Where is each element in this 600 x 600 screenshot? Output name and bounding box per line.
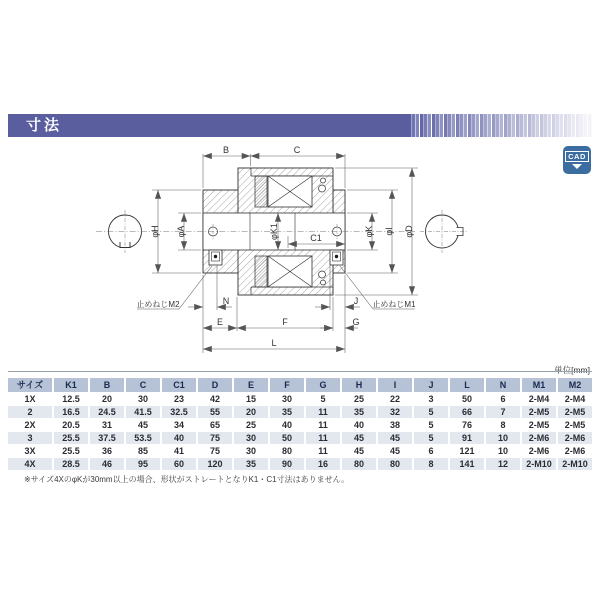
table-cell: 24.5 bbox=[90, 406, 124, 418]
table-cell: 40 bbox=[270, 419, 304, 431]
table-cell: 65 bbox=[198, 419, 232, 431]
column-header: F bbox=[270, 378, 304, 392]
table-row bbox=[8, 458, 592, 470]
table-cell: 7 bbox=[486, 406, 520, 418]
setscrew-m2-label: 止めねじM2 bbox=[136, 300, 180, 309]
setscrew-m2-detail bbox=[209, 250, 222, 265]
dim-label-phi-d: φD bbox=[404, 225, 414, 238]
table-cell: 80 bbox=[342, 458, 376, 470]
table-cell: 2-M4 bbox=[522, 393, 556, 405]
column-header: E bbox=[234, 378, 268, 392]
table-cell: 20 bbox=[234, 406, 268, 418]
table-cell: 60 bbox=[162, 458, 196, 470]
table-cell: 8 bbox=[486, 419, 520, 431]
table-cell: 2-M5 bbox=[522, 419, 556, 431]
column-header: H bbox=[342, 378, 376, 392]
table-cell: 3 bbox=[8, 432, 52, 444]
table-cell: 85 bbox=[126, 445, 160, 457]
table-cell: 5 bbox=[414, 419, 448, 431]
table-cell: 10 bbox=[486, 445, 520, 457]
column-header: M2 bbox=[558, 378, 592, 392]
table-cell: 6 bbox=[486, 393, 520, 405]
table-cell: 25.5 bbox=[54, 445, 88, 457]
table-cell: 46 bbox=[90, 458, 124, 470]
table-header-row bbox=[8, 378, 592, 392]
table-cell: 2-M10 bbox=[558, 458, 592, 470]
table-cell: 41.5 bbox=[126, 406, 160, 418]
column-header: C bbox=[126, 378, 160, 392]
left-shaft-end-view bbox=[109, 210, 142, 253]
table-cell: 2 bbox=[8, 406, 52, 418]
table-cell: 120 bbox=[198, 458, 232, 470]
table-cell: 2-M5 bbox=[558, 406, 592, 418]
table-cell: 2-M6 bbox=[522, 445, 556, 457]
table-cell: 5 bbox=[414, 406, 448, 418]
dim-label-phi-k1: φK1 bbox=[269, 223, 279, 240]
column-header: L bbox=[450, 378, 484, 392]
table-cell: 22 bbox=[378, 393, 412, 405]
table-row bbox=[8, 445, 592, 457]
table-cell: 50 bbox=[270, 432, 304, 444]
table-cell: 45 bbox=[342, 432, 376, 444]
table-cell: 3X bbox=[8, 445, 52, 457]
table-cell: 35 bbox=[234, 458, 268, 470]
table-cell: 30 bbox=[126, 393, 160, 405]
dim-label-c1: C1 bbox=[310, 233, 322, 243]
dim-label-n: N bbox=[222, 296, 230, 306]
dim-label-j: J bbox=[353, 296, 359, 306]
column-header: G bbox=[306, 378, 340, 392]
column-header: サイズ bbox=[8, 378, 52, 392]
table-cell: 5 bbox=[306, 393, 340, 405]
table-cell: 76 bbox=[450, 419, 484, 431]
table-cell: 2-M5 bbox=[558, 419, 592, 431]
table-cell: 36 bbox=[90, 445, 124, 457]
dim-label-phi-h: φH bbox=[150, 225, 160, 238]
setscrew-m1-detail bbox=[330, 250, 343, 265]
table-cell: 35 bbox=[342, 406, 376, 418]
table-cell: 11 bbox=[306, 432, 340, 444]
table-cell: 75 bbox=[198, 445, 232, 457]
dim-label-phi-k: φK bbox=[364, 225, 374, 238]
cad-icon: CAD bbox=[565, 151, 589, 162]
table-body bbox=[8, 393, 592, 470]
table-cell: 16.5 bbox=[54, 406, 88, 418]
table-cell: 1X bbox=[8, 393, 52, 405]
table-cell: 40 bbox=[162, 432, 196, 444]
dim-label-phi-i: φI bbox=[384, 227, 394, 236]
table-cell: 20.5 bbox=[54, 419, 88, 431]
table-cell: 95 bbox=[126, 458, 160, 470]
table-cell: 45 bbox=[378, 445, 412, 457]
table-cell: 4X bbox=[8, 458, 52, 470]
table-cell: 32 bbox=[378, 406, 412, 418]
dimension-drawing bbox=[0, 143, 600, 373]
section-title: 寸法 bbox=[26, 117, 63, 134]
table-cell: 2-M4 bbox=[558, 393, 592, 405]
table-cell: 91 bbox=[450, 432, 484, 444]
table-cell: 37.5 bbox=[90, 432, 124, 444]
table-cell: 25 bbox=[234, 419, 268, 431]
dim-label-b: B bbox=[222, 145, 230, 155]
table-cell: 30 bbox=[234, 432, 268, 444]
table-cell: 38 bbox=[378, 419, 412, 431]
dim-label-l: L bbox=[271, 338, 277, 348]
table-cell: 2-M6 bbox=[558, 432, 592, 444]
table-cell: 11 bbox=[306, 445, 340, 457]
table-cell: 31 bbox=[90, 419, 124, 431]
table-cell: 12.5 bbox=[54, 393, 88, 405]
table-row bbox=[8, 406, 592, 418]
section-header-stripes bbox=[408, 114, 592, 137]
dim-label-c: C bbox=[293, 145, 301, 155]
table-cell: 30 bbox=[270, 393, 304, 405]
table-cell: 50 bbox=[450, 393, 484, 405]
table-cell: 53.5 bbox=[126, 432, 160, 444]
table-cell: 35 bbox=[270, 406, 304, 418]
table-cell: 2-M6 bbox=[522, 432, 556, 444]
table-cell: 75 bbox=[198, 432, 232, 444]
section-header-bar bbox=[8, 114, 408, 137]
column-header: M1 bbox=[522, 378, 556, 392]
table-cell: 80 bbox=[378, 458, 412, 470]
unit-label: 単位[mm] bbox=[554, 365, 590, 375]
table-cell: 2-M10 bbox=[522, 458, 556, 470]
table-cell: 16 bbox=[306, 458, 340, 470]
dim-label-f: F bbox=[282, 317, 288, 327]
table-cell: 40 bbox=[342, 419, 376, 431]
table-cell: 34 bbox=[162, 419, 196, 431]
table-cell: 30 bbox=[234, 445, 268, 457]
table-cell: 11 bbox=[306, 419, 340, 431]
table-top-rule bbox=[8, 371, 592, 372]
table-cell: 32.5 bbox=[162, 406, 196, 418]
table-row bbox=[8, 419, 592, 431]
table-cell: 10 bbox=[486, 432, 520, 444]
column-header: B bbox=[90, 378, 124, 392]
table-cell: 80 bbox=[270, 445, 304, 457]
table-footnote: ※サイズ4XのφKが30mm以上の場合、形状がストレートとなりK1・C1寸法はありません。 bbox=[24, 475, 350, 484]
table-cell: 5 bbox=[414, 432, 448, 444]
table-cell: 90 bbox=[270, 458, 304, 470]
table-cell: 6 bbox=[414, 445, 448, 457]
right-shaft-end-view bbox=[420, 210, 467, 253]
table-cell: 2X bbox=[8, 419, 52, 431]
table-cell: 28.5 bbox=[54, 458, 88, 470]
table-cell: 25 bbox=[342, 393, 376, 405]
table-row bbox=[8, 393, 592, 405]
table-cell: 55 bbox=[198, 406, 232, 418]
table-cell: 8 bbox=[414, 458, 448, 470]
table-cell: 3 bbox=[414, 393, 448, 405]
setscrew-m1-label: 止めねじM1 bbox=[372, 300, 416, 309]
table-cell: 11 bbox=[306, 406, 340, 418]
column-header: I bbox=[378, 378, 412, 392]
table-cell: 2-M5 bbox=[522, 406, 556, 418]
column-header: D bbox=[198, 378, 232, 392]
table-cell: 12 bbox=[486, 458, 520, 470]
table-cell: 45 bbox=[126, 419, 160, 431]
table-cell: 45 bbox=[342, 445, 376, 457]
dim-label-e: E bbox=[216, 317, 224, 327]
dim-label-phi-a: φA bbox=[176, 225, 186, 238]
table-cell: 66 bbox=[450, 406, 484, 418]
table-cell: 42 bbox=[198, 393, 232, 405]
dimension-table bbox=[8, 378, 592, 471]
column-header: J bbox=[414, 378, 448, 392]
table-cell: 2-M6 bbox=[558, 445, 592, 457]
column-header: N bbox=[486, 378, 520, 392]
table-cell: 25.5 bbox=[54, 432, 88, 444]
column-header: C1 bbox=[162, 378, 196, 392]
dim-label-g: G bbox=[352, 317, 360, 327]
table-row bbox=[8, 432, 592, 444]
table-cell: 23 bbox=[162, 393, 196, 405]
table-cell: 141 bbox=[450, 458, 484, 470]
table-cell: 20 bbox=[90, 393, 124, 405]
table-cell: 45 bbox=[378, 432, 412, 444]
table-cell: 15 bbox=[234, 393, 268, 405]
table-cell: 121 bbox=[450, 445, 484, 457]
table-cell: 41 bbox=[162, 445, 196, 457]
column-header: K1 bbox=[54, 378, 88, 392]
